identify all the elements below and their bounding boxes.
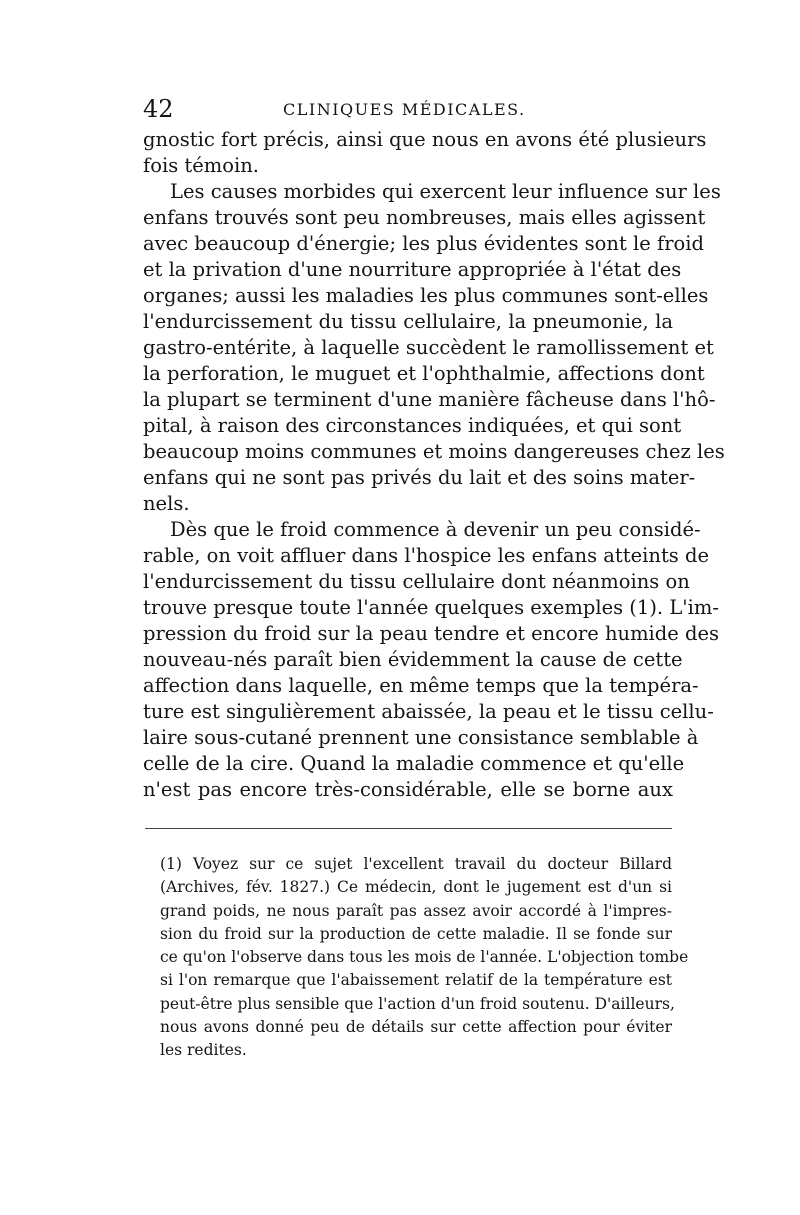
body-line: beaucoup moins communes et moins dangereuses chez les xyxy=(143,440,725,463)
body-text xyxy=(143,127,725,803)
body-line: gastro-entérite, à laquelle succèdent le ramollissement et xyxy=(143,336,714,359)
footnote-line: les redites. xyxy=(160,1041,247,1060)
body-line: la plupart se terminent d'une manière fâcheuse dans l'hô- xyxy=(143,388,716,411)
body-line: celle de la cire. Quand la maladie commence et qu'elle xyxy=(143,752,685,775)
running-title: CLINIQUES MÉDICALES. xyxy=(283,100,526,119)
footnote-line: sion du froid sur la production de cette maladie. Il se fonde sur xyxy=(160,924,672,943)
footnote-line: ce qu'on l'observe dans tous les mois de l'année. L'objection tombe xyxy=(160,948,689,967)
body-line: avec beaucoup d'énergie; les plus évidentes sont le froid xyxy=(143,232,704,255)
body-line: fois témoin. xyxy=(143,154,260,177)
footnote-line: peut-être plus sensible que l'action d'un froid soutenu. D'ailleurs, xyxy=(160,994,675,1013)
body-line: Les causes morbides qui exercent leur influence sur les xyxy=(170,180,721,203)
body-line: affection dans laquelle, en même temps que la tempéra- xyxy=(143,674,699,697)
body-line: Dès que le froid commence à devenir un peu considé- xyxy=(170,518,701,541)
body-line: gnostic fort précis, ainsi que nous en avons été plusieurs xyxy=(143,128,707,151)
footnote-line: (1) Voyez sur ce sujet l'excellent travail du docteur Billard xyxy=(160,855,672,873)
footnote-line: nous avons donné peu de détails sur cette affection pour éviter xyxy=(160,1018,672,1037)
body-line: la perforation, le muguet et l'ophthalmie, affections dont xyxy=(143,362,705,385)
footnote-line: grand poids, ne nous paraît pas assez avoir accordé à l'impres- xyxy=(160,901,672,920)
body-line: ture est singulièrement abaissée, la peau et le tissu cellu- xyxy=(143,700,714,723)
body-line: l'endurcissement du tissu cellulaire dont néanmoins on xyxy=(143,570,690,593)
body-line: nouveau-nés paraît bien évidemment la cause de cette xyxy=(143,648,683,671)
body-line: trouve presque toute l'année quelques exemples (1). L'im- xyxy=(143,596,719,619)
body-line: nels. xyxy=(143,492,190,515)
footnote-line: (Archives, fév. 1827.) Ce médecin, dont le jugement est d'un si xyxy=(160,878,672,897)
body-line: l'endurcissement du tissu cellulaire, la pneumonie, la xyxy=(143,310,673,333)
body-line: enfans trouvés sont peu nombreuses, mais elles agissent xyxy=(143,206,706,229)
body-line: laire sous-cutané prennent une consistance semblable à xyxy=(143,726,699,749)
page-header xyxy=(143,94,673,124)
footnote-line: si l'on remarque que l'abaissement relatif de la température est xyxy=(160,971,672,990)
body-line: organes; aussi les maladies les plus communes sont-elles xyxy=(143,284,709,307)
body-line: pital, à raison des circonstances indiquées, et qui sont xyxy=(143,414,682,437)
page-number: 42 xyxy=(143,95,174,123)
body-line: rable, on voit affluer dans l'hospice les enfans atteints de xyxy=(143,544,710,567)
body-line: et la privation d'une nourriture appropriée à l'état des xyxy=(143,258,682,281)
body-line: enfans qui ne sont pas privés du lait et des soins mater- xyxy=(143,466,696,489)
footnote-rule xyxy=(145,828,672,829)
footnotes xyxy=(160,853,689,1063)
body-line: n'est pas encore très-considérable, elle se borne aux xyxy=(143,778,673,801)
body-line: pression du froid sur la peau tendre et encore humide des xyxy=(143,622,720,645)
